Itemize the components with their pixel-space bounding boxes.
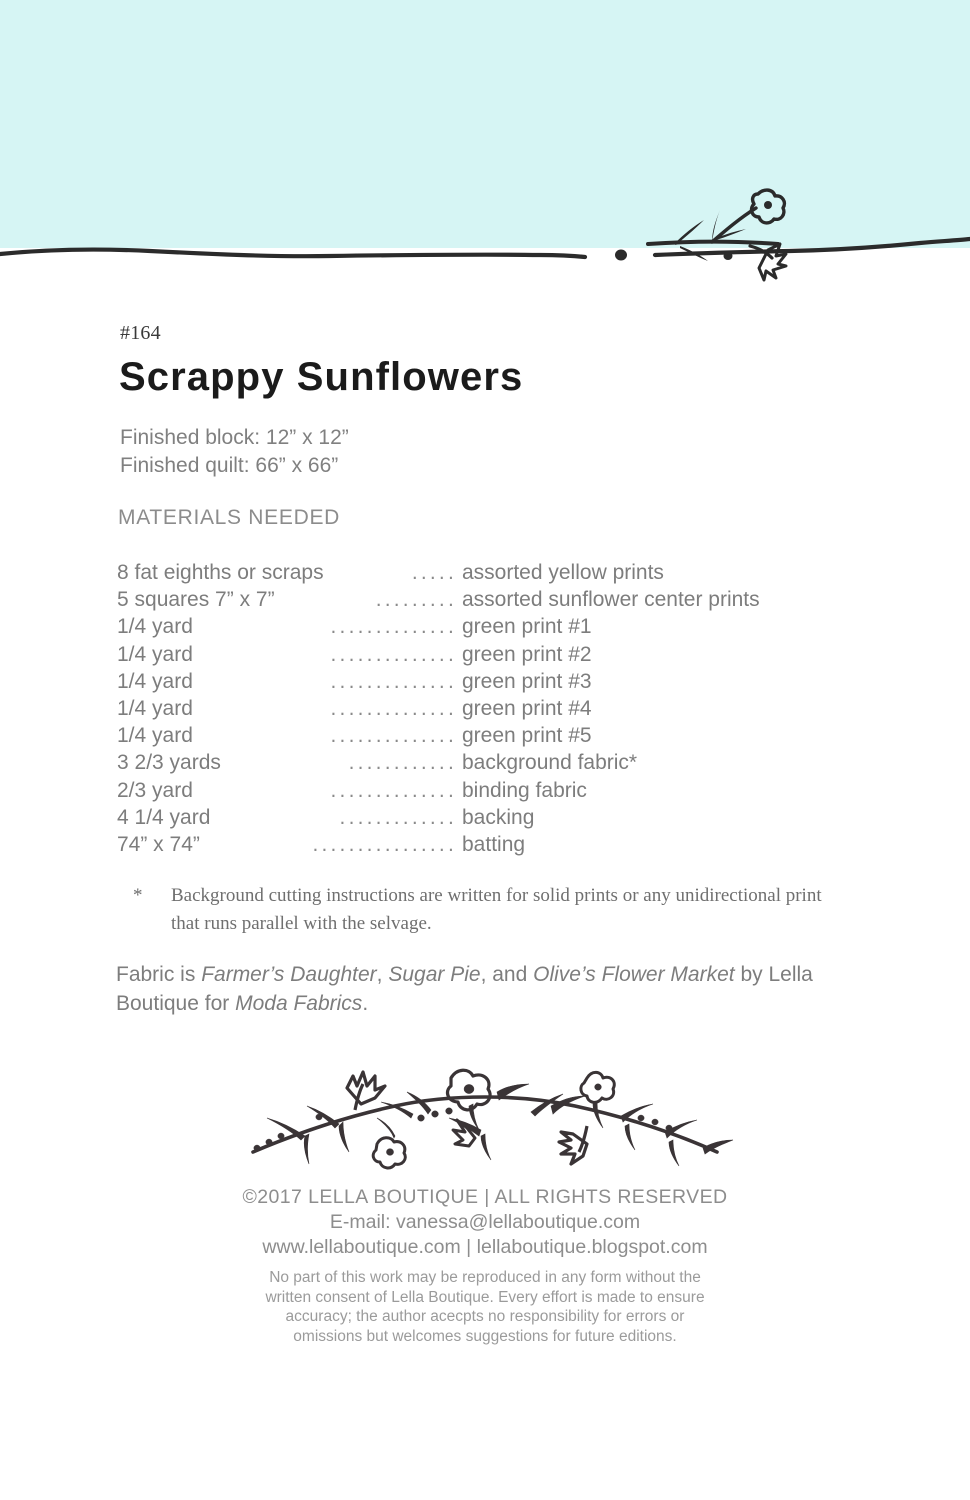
fabric-credit-sep-1: , bbox=[376, 963, 389, 986]
header-teal-band bbox=[0, 0, 970, 248]
material-leader: ................ bbox=[312, 832, 457, 856]
material-row bbox=[117, 779, 877, 806]
page-title: Scrappy Sunflowers bbox=[119, 355, 524, 399]
copyright-line: ©2017 LELLA BOUTIQUE | ALL RIGHTS RESERVED bbox=[242, 1186, 728, 1208]
material-description: assorted yellow prints bbox=[462, 561, 664, 584]
material-quantity: 1/4 yard bbox=[117, 642, 193, 666]
material-row bbox=[117, 724, 877, 751]
material-row bbox=[117, 670, 877, 697]
material-leader: .............. bbox=[330, 696, 457, 720]
email-line: E-mail: vanessa@lellaboutique.com bbox=[329, 1211, 641, 1233]
material-quantity: 3 2/3 yards bbox=[117, 751, 221, 775]
material-description: green print #1 bbox=[462, 615, 592, 639]
material-quantity: 1/4 yard bbox=[117, 615, 193, 639]
material-row bbox=[117, 806, 877, 833]
material-description: binding fabric bbox=[462, 778, 587, 802]
material-leader: .............. bbox=[330, 724, 457, 748]
footnote-text: Background cutting instructions are written for solid prints or any unidirectional print that runs parallel with the selvage. bbox=[171, 885, 822, 934]
fabric-collection-1: Farmer’s Daughter bbox=[201, 963, 377, 986]
fabric-manufacturer: Moda Fabrics bbox=[235, 992, 363, 1015]
footer-contact bbox=[0, 1185, 970, 1260]
material-quantity: 8 fat eighths or scraps bbox=[117, 561, 324, 584]
material-quantity: 4 1/4 yard bbox=[117, 805, 211, 829]
finished-block-text: Finished block: 12” x 12” bbox=[120, 426, 349, 449]
websites-line: www.lellaboutique.com | lellaboutique.blogspot.com bbox=[262, 1236, 708, 1258]
material-row bbox=[117, 615, 877, 642]
material-leader: .............. bbox=[330, 615, 457, 639]
disclaimer-line-4: omissions but welcomes suggestions for future editions. bbox=[293, 1327, 677, 1345]
material-row bbox=[117, 588, 877, 615]
fabric-credit-suffix: . bbox=[362, 992, 369, 1015]
fabric-credit-prefix: Fabric is bbox=[116, 963, 202, 986]
fabric-collection-2: Sugar Pie bbox=[388, 963, 481, 986]
materials-heading: MATERIALS NEEDED bbox=[118, 506, 341, 529]
material-description: batting bbox=[462, 832, 526, 856]
material-description: green print #2 bbox=[462, 642, 592, 666]
material-quantity: 74” x 74” bbox=[117, 832, 200, 856]
floral-vine-divider-icon bbox=[235, 1048, 735, 1173]
material-row bbox=[117, 833, 877, 860]
material-description: green print #5 bbox=[462, 724, 592, 748]
material-leader: ............ bbox=[348, 751, 457, 775]
material-quantity: 2/3 yard bbox=[117, 778, 193, 802]
material-row bbox=[117, 697, 877, 724]
material-leader: .............. bbox=[330, 778, 457, 802]
material-description: green print #3 bbox=[462, 669, 592, 693]
material-description: background fabric* bbox=[462, 751, 638, 775]
material-description: backing bbox=[462, 805, 535, 829]
pattern-number: #164 bbox=[120, 322, 161, 344]
material-leader: .............. bbox=[330, 642, 457, 666]
material-leader: .............. bbox=[330, 669, 457, 693]
footer-disclaimer bbox=[0, 1268, 970, 1346]
footnote-mark: * bbox=[133, 885, 143, 906]
material-leader: ......... bbox=[375, 588, 457, 612]
disclaimer-line-2: written consent of Lella Boutique. Every effort is made to ensure bbox=[265, 1288, 705, 1306]
material-row bbox=[117, 561, 877, 588]
material-row bbox=[117, 751, 877, 778]
material-quantity: 1/4 yard bbox=[117, 696, 193, 720]
footnote bbox=[133, 882, 833, 938]
fabric-credit bbox=[116, 960, 891, 1018]
material-quantity: 5 squares 7” x 7” bbox=[117, 588, 275, 612]
fabric-credit-middle: by Lella Boutique for bbox=[116, 963, 813, 1015]
material-row bbox=[117, 643, 877, 670]
material-quantity: 1/4 yard bbox=[117, 669, 193, 693]
material-description: assorted sunflower center prints bbox=[462, 588, 760, 612]
material-quantity: 1/4 yard bbox=[117, 724, 193, 748]
material-leader: ............. bbox=[339, 805, 457, 829]
materials-list bbox=[117, 561, 877, 860]
fabric-collection-3: Olive’s Flower Market bbox=[533, 963, 735, 986]
fabric-credit-sep-2: , and bbox=[480, 963, 534, 986]
finished-quilt-text: Finished quilt: 66” x 66” bbox=[120, 454, 339, 477]
disclaimer-line-3: accuracy; the author acecpts no responsibility for errors or bbox=[285, 1308, 685, 1325]
material-description: green print #4 bbox=[462, 696, 592, 720]
material-leader: ..... bbox=[411, 561, 457, 584]
disclaimer-line-1: No part of this work may be reproduced in any form without the bbox=[269, 1269, 701, 1286]
